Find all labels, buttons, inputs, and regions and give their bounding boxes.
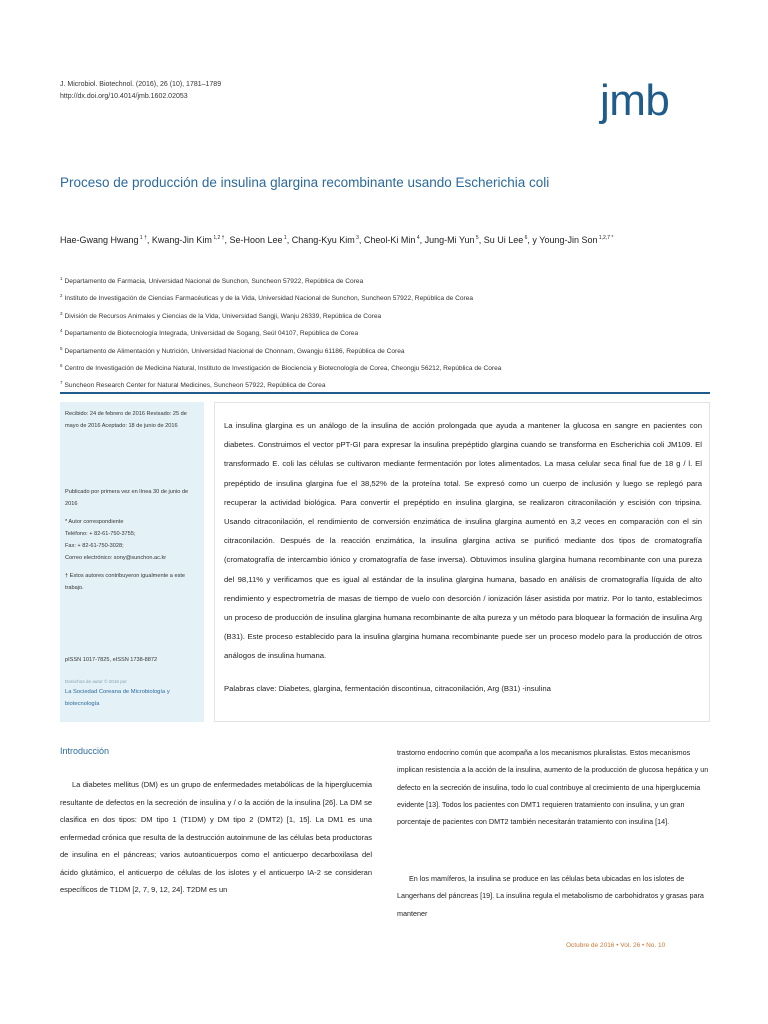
author-affiliation-marker: 1 † [138,235,147,241]
author-affiliation-marker: 3 [354,235,359,241]
affiliation-text: Instituto de Investigación de Ciencias Farmacéuticas y de la Vida, Universidad Nacional de Sunchon, Suncheon 57922, República de Corea [64,295,474,303]
journal-logo: jmb [600,76,670,125]
affiliation-item [60,374,620,391]
affiliation-number: 6 [60,362,63,368]
affiliation-number: 3 [60,310,63,316]
issue-footer: Octubre de 2016 • Vol. 26 • No. 10 [566,942,666,949]
doi-link[interactable]: http://dx.doi.org/10.4014/jmb.1602.02053 [60,93,188,100]
phone: Teléfono: + 82-61-750-3755; [65,531,136,537]
author-affiliation-marker: 1,2,7 * [597,235,614,241]
intro-right-column-para2: En los mamíferos, la insulina se produce en las células beta ubicadas en los islotes de Langerhans del páncreas [19]. La insulina regula el metabolismo de carbohidratos y grasas para mantener [397,874,704,918]
author-name: Young-Jin Son [539,235,598,245]
equal-contribution-note: † Estos autores contribuyeron igualmente a este trabajo. [65,573,186,591]
affiliation-text: Suncheon Research Center for Natural Medicines, Suncheon 57922, República de Corea [64,382,326,390]
affiliation-item [60,305,620,322]
article-info-sidebar [60,402,204,722]
author-affiliation-marker: 5 [474,235,479,241]
author-name: Cheol-Ki Min [363,235,416,245]
header-divider [60,392,710,394]
intro-left-column: La diabetes mellitus (DM) es un grupo de enfermedades metabólicas de la hiperglucemia resultante de defectos en la secreción de insulina y / o la acción de la insulina [26]. La DM se clasifica en dos tipos: DM tipo 1 (T1DM) y DM tipo 2 (DMT2) [1, 15]. La DM1 es una enfermedad crónica que resulta de la destrucción autoinmune de las células beta productoras de insulina en el páncreas; varios autoanticuerpos como el anticuerpo decarboxilasa del ácido glutámico, el anticuerpo de células de los islotes y el anticuerpo IA-2 se consideran específicos de T1DM [2, 7, 9, 12, 24]. T2DM es un [60,780,372,894]
affiliation-item [60,357,620,374]
affiliation-text: Centro de Investigación de Medicina Natural, Instituto de Investigación de Biociencia y Biotecnología de Corea, Cheongju 56212, República de Corea [64,365,502,373]
author-affiliation-marker: 1,2 † [211,235,225,241]
author-name: Jung-Mi Yun [424,235,475,245]
online-date: Publicado por primera vez en línea 30 de junio de 2016 [65,489,189,507]
author-name: Hae-Gwang Hwang [60,235,139,245]
affiliation-item [60,270,620,287]
affiliation-text: División de Recursos Animales y Ciencias de la Vida, Universidad Sangji, Wanju 26339, República de Corea [64,312,382,320]
copyright: Derechos de autor © 2016 por [65,679,127,684]
affiliation-item [60,322,620,339]
affiliation-number: 2 [60,293,63,299]
author-list: Hae-Gwang Hwang $^{1 \dagger}$, Kwang-Jin Kim $^{1,2 \dagger}$, Se-Hoon Lee $^1$, Chang-Kyu Kim $^3$, Cheol-Ki Min $^4$, Jung-Mi Yun $^5$, Su Ui Lee $^6$, y Young-Jin Son $^{1,2,7 *}$ [60,235,614,245]
affiliation-number: 7 [60,380,63,386]
correspondence-block [65,516,199,564]
society-name: La Sociedad Coreana de Microbiología y biotecnología [65,689,170,707]
affiliation-number: 1 [60,276,63,281]
author-conjunction: y [532,235,537,245]
author-affiliation-marker: 1 [282,235,287,241]
section-heading-intro: Introducción [60,746,110,756]
dates-received: Recibido: 24 de febrero de 2016 Revisado: 25 de mayo de 2016 Aceptado: 18 de junio de 2016 [65,411,187,429]
affiliation-text: Departamento de Farmacia, Universidad Nacional de Sunchon, Suncheon 57922, República de Corea [64,278,364,286]
affiliation-list [60,270,620,392]
affiliation-number: 4 [60,328,63,334]
article-title: Proceso de producción de insulina glargina recombinante usando Escherichia coli [60,175,550,190]
email[interactable]: Correo electrónico: sony@sunchon.ac.kr [65,555,167,561]
author-affiliation-marker: 6 [523,235,528,241]
abstract-text: La insulina glargina es un análogo de la insulina de acción prolongada que ayuda a mantener la glucosa en sangre en pacientes con diabetes. Construimos el vector pPT-GI para expresar la insulina prepéptido glargina cuando se transforma en Escherichia coli JM109. El transformado E. coli las células se cultivaron mediante fermentación por lotes alimentados. La masa celular seca final fue de 18 g / l. El prepéptido de insulina glargina fue el 38,52% de la proteína total. Se expresó como un cuerpo de inclusión y luego se replegó para recuperar la actividad biológica. Para convertir el prepéptido en insulina glargina, se realizaron citraconilación y escisión con tripsina. Usando citraconilación, el rendimiento de conversión enzimática de insulina glargina aumentó en 3,2 veces en comparación con el sin citraconilación. Después de la reacción enzimática, la insulina glargina activa se purificó mediante dos tipos de cromatografía (cromatografía de intercambio iónico y cromatografía de fase inversa). Obtuvimos insulina glargina humana recombinante con una pureza del 98,11% y verificamos que es igual al estándar de la insulina glargina humana, basado en análisis de cromatografía líquida de alto rendimiento y espectrometría de masas de tiempo de vuelo con desorción / ionización láser asistida por matriz. Por lo tanto, establecimos un proceso de producción de insulina glargina humana recombinante de alta pureza y un método para bloquear la formación de insulina Arg (B31). Este proceso establecido para la insulina glargina humana recombinante puede ser un proceso modelo para la producción de otros análogos de insulina humana. [224,421,702,661]
author-name: Chang-Kyu Kim [291,235,355,245]
author-name: Su Ui Lee [483,235,524,245]
fax: Fax: + 82-61-750-3028; [65,543,124,549]
journal-citation [60,79,221,103]
citation-line: J. Microbiol. Biotechnol. (2016), 26 (10), 1781–1789 [60,81,222,88]
author-name: Kwang-Jin Kim [151,235,212,245]
intro-right-column-para1: trastorno endocrino común que acompaña a los mecanismos pluralistas. Estos mecanismos implican resistencia a la acción de la insulina, aumento de la producción de glucosa hepática y un defecto en la secreción de insulina, todo lo cual contribuye al crecimiento de una hiperglucemia evidente [13]. Todos los pacientes con DMT1 requieren tratamiento con insulina, y un gran porcentaje de pacientes con DMT2 también necesitarán tratamiento con insulina [14]. [397,748,709,827]
keywords: Palabras clave: Diabetes, glargina, fermentación discontinua, citraconilación, Arg (B31) -insulina [224,684,551,693]
affiliation-number: 5 [60,345,63,351]
author-affiliation-marker: 4 [415,235,420,241]
affiliation-text: Departamento de Alimentación y Nutrición, Universidad Nacional de Chonnam, Gwangju 61186, República de Corea [64,347,405,355]
affiliation-text: Departamento de Biotecnología Integrada, Universidad de Sogang, Seúl 04107, República de Corea [64,330,359,338]
affiliation-item [60,340,620,357]
author-name: Se-Hoon Lee [229,235,283,245]
corresponding-author: * Autor correspondiente [65,519,124,525]
affiliation-item [60,287,620,304]
issn: pISSN 1017-7825, eISSN 1738-8872 [65,657,158,663]
